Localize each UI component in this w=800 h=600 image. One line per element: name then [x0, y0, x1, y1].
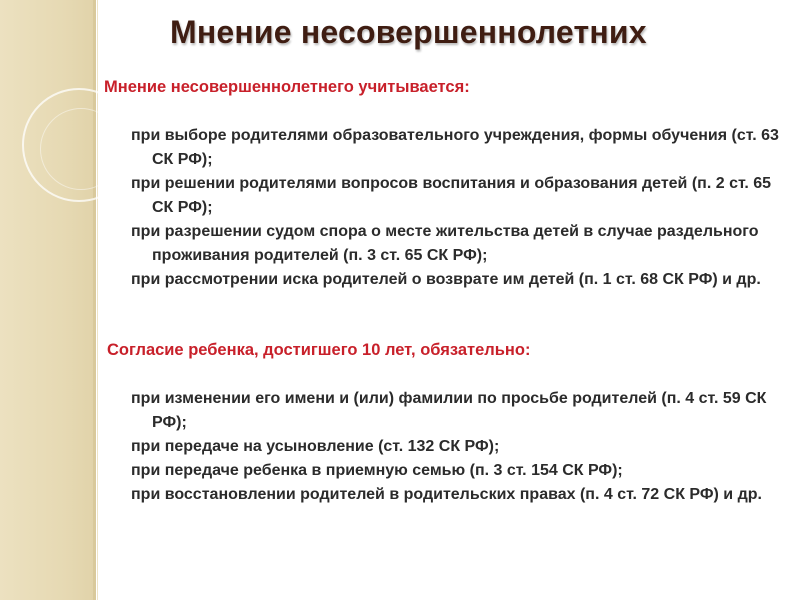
list-item: при разрешении судом спора о месте жительства детей в случае раздельного проживания родителей (п. 3 ст. 65 СК РФ); [131, 223, 759, 264]
opinion-list [131, 124, 791, 292]
section-heading-consent: Согласие ребенка, достигшего 10 лет, обязательно: [107, 341, 531, 359]
decorative-inner-circle [40, 108, 122, 190]
list-item: при выборе родителями образовательного учреждения, формы обучения (ст. 63 СК РФ); [131, 127, 779, 168]
consent-list [131, 387, 791, 507]
list-item: при восстановлении родителей в родительских правах (п. 4 ст. 72 СК РФ) и др. [131, 486, 762, 503]
list-item: при изменении его имени и (или) фамилии по просьбе родителей (п. 4 ст. 59 СК РФ); [131, 390, 767, 431]
list-item: при передаче ребенка в приемную семью (п. 3 ст. 154 СК РФ); [131, 462, 623, 479]
list-item: при рассмотрении иска родителей о возврате им детей (п. 1 ст. 68 СК РФ) и др. [131, 271, 761, 288]
list-item: при решении родителями вопросов воспитания и образования детей (п. 2 ст. 65 СК РФ); [131, 175, 772, 216]
section-heading-opinion: Мнение несовершеннолетнего учитывается: [104, 78, 470, 96]
list-item: при передаче на усыновление (ст. 132 СК РФ); [131, 438, 500, 455]
slide-title: Мнение несовершеннолетних [170, 14, 647, 50]
